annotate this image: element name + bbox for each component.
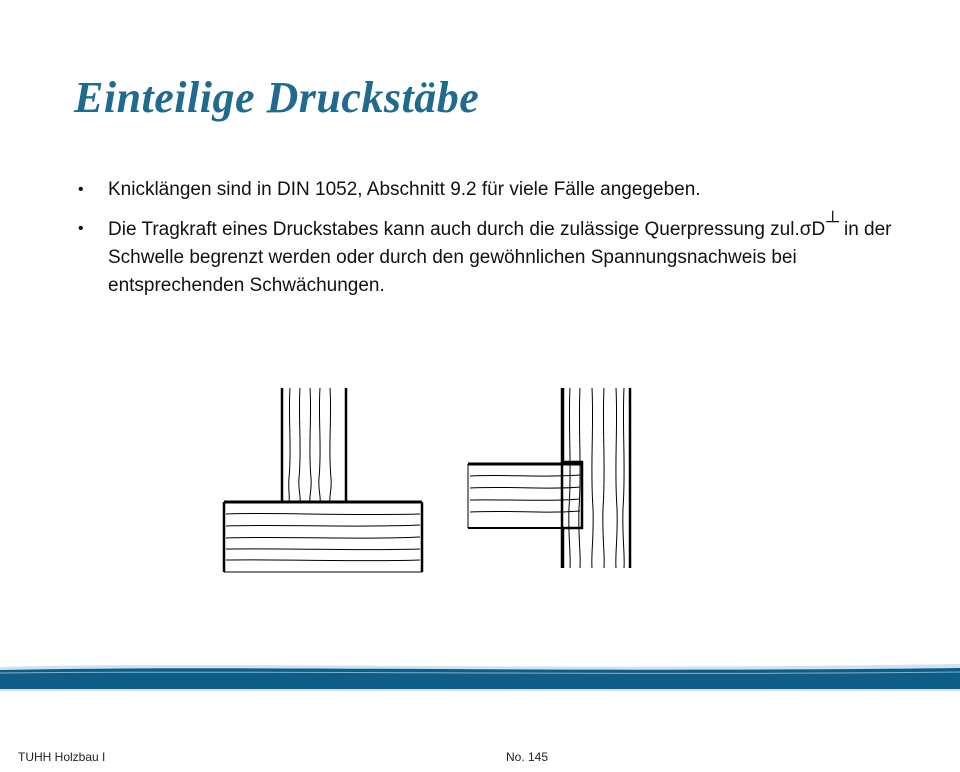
bullet-list — [78, 176, 898, 311]
bullet-text-part-b: in der Schwelle begrenzt werden oder durch den gewöhnlichen Spannungsnachweis bei entsprechenden Schwächungen. — [108, 219, 892, 296]
timber-joint-diagram — [218, 378, 638, 574]
footer-course-label: TUHH Holzbau I — [18, 750, 106, 764]
slide-title: Einteilige Druckstäbe — [74, 73, 480, 122]
bullet-text-part-a: Die Tragkraft eines Druckstabes kann auch durch die zulässige Querpressung zul.σD — [108, 219, 826, 240]
bullet-icon: • — [78, 181, 84, 198]
footer-page-number: No. 145 — [506, 750, 549, 764]
bullet-item — [78, 176, 898, 204]
bullet-text: Knicklängen sind in DIN 1052, Abschnitt 9.2 für viele Fälle angegeben. — [108, 179, 701, 200]
post-on-sill-joint — [224, 388, 422, 572]
bullet-icon: • — [78, 220, 84, 237]
decorative-wave-band — [0, 661, 960, 693]
bullet-item — [78, 211, 898, 300]
beam-on-column-joint — [468, 388, 630, 568]
perpendicular-symbol: ┴ — [826, 211, 839, 231]
